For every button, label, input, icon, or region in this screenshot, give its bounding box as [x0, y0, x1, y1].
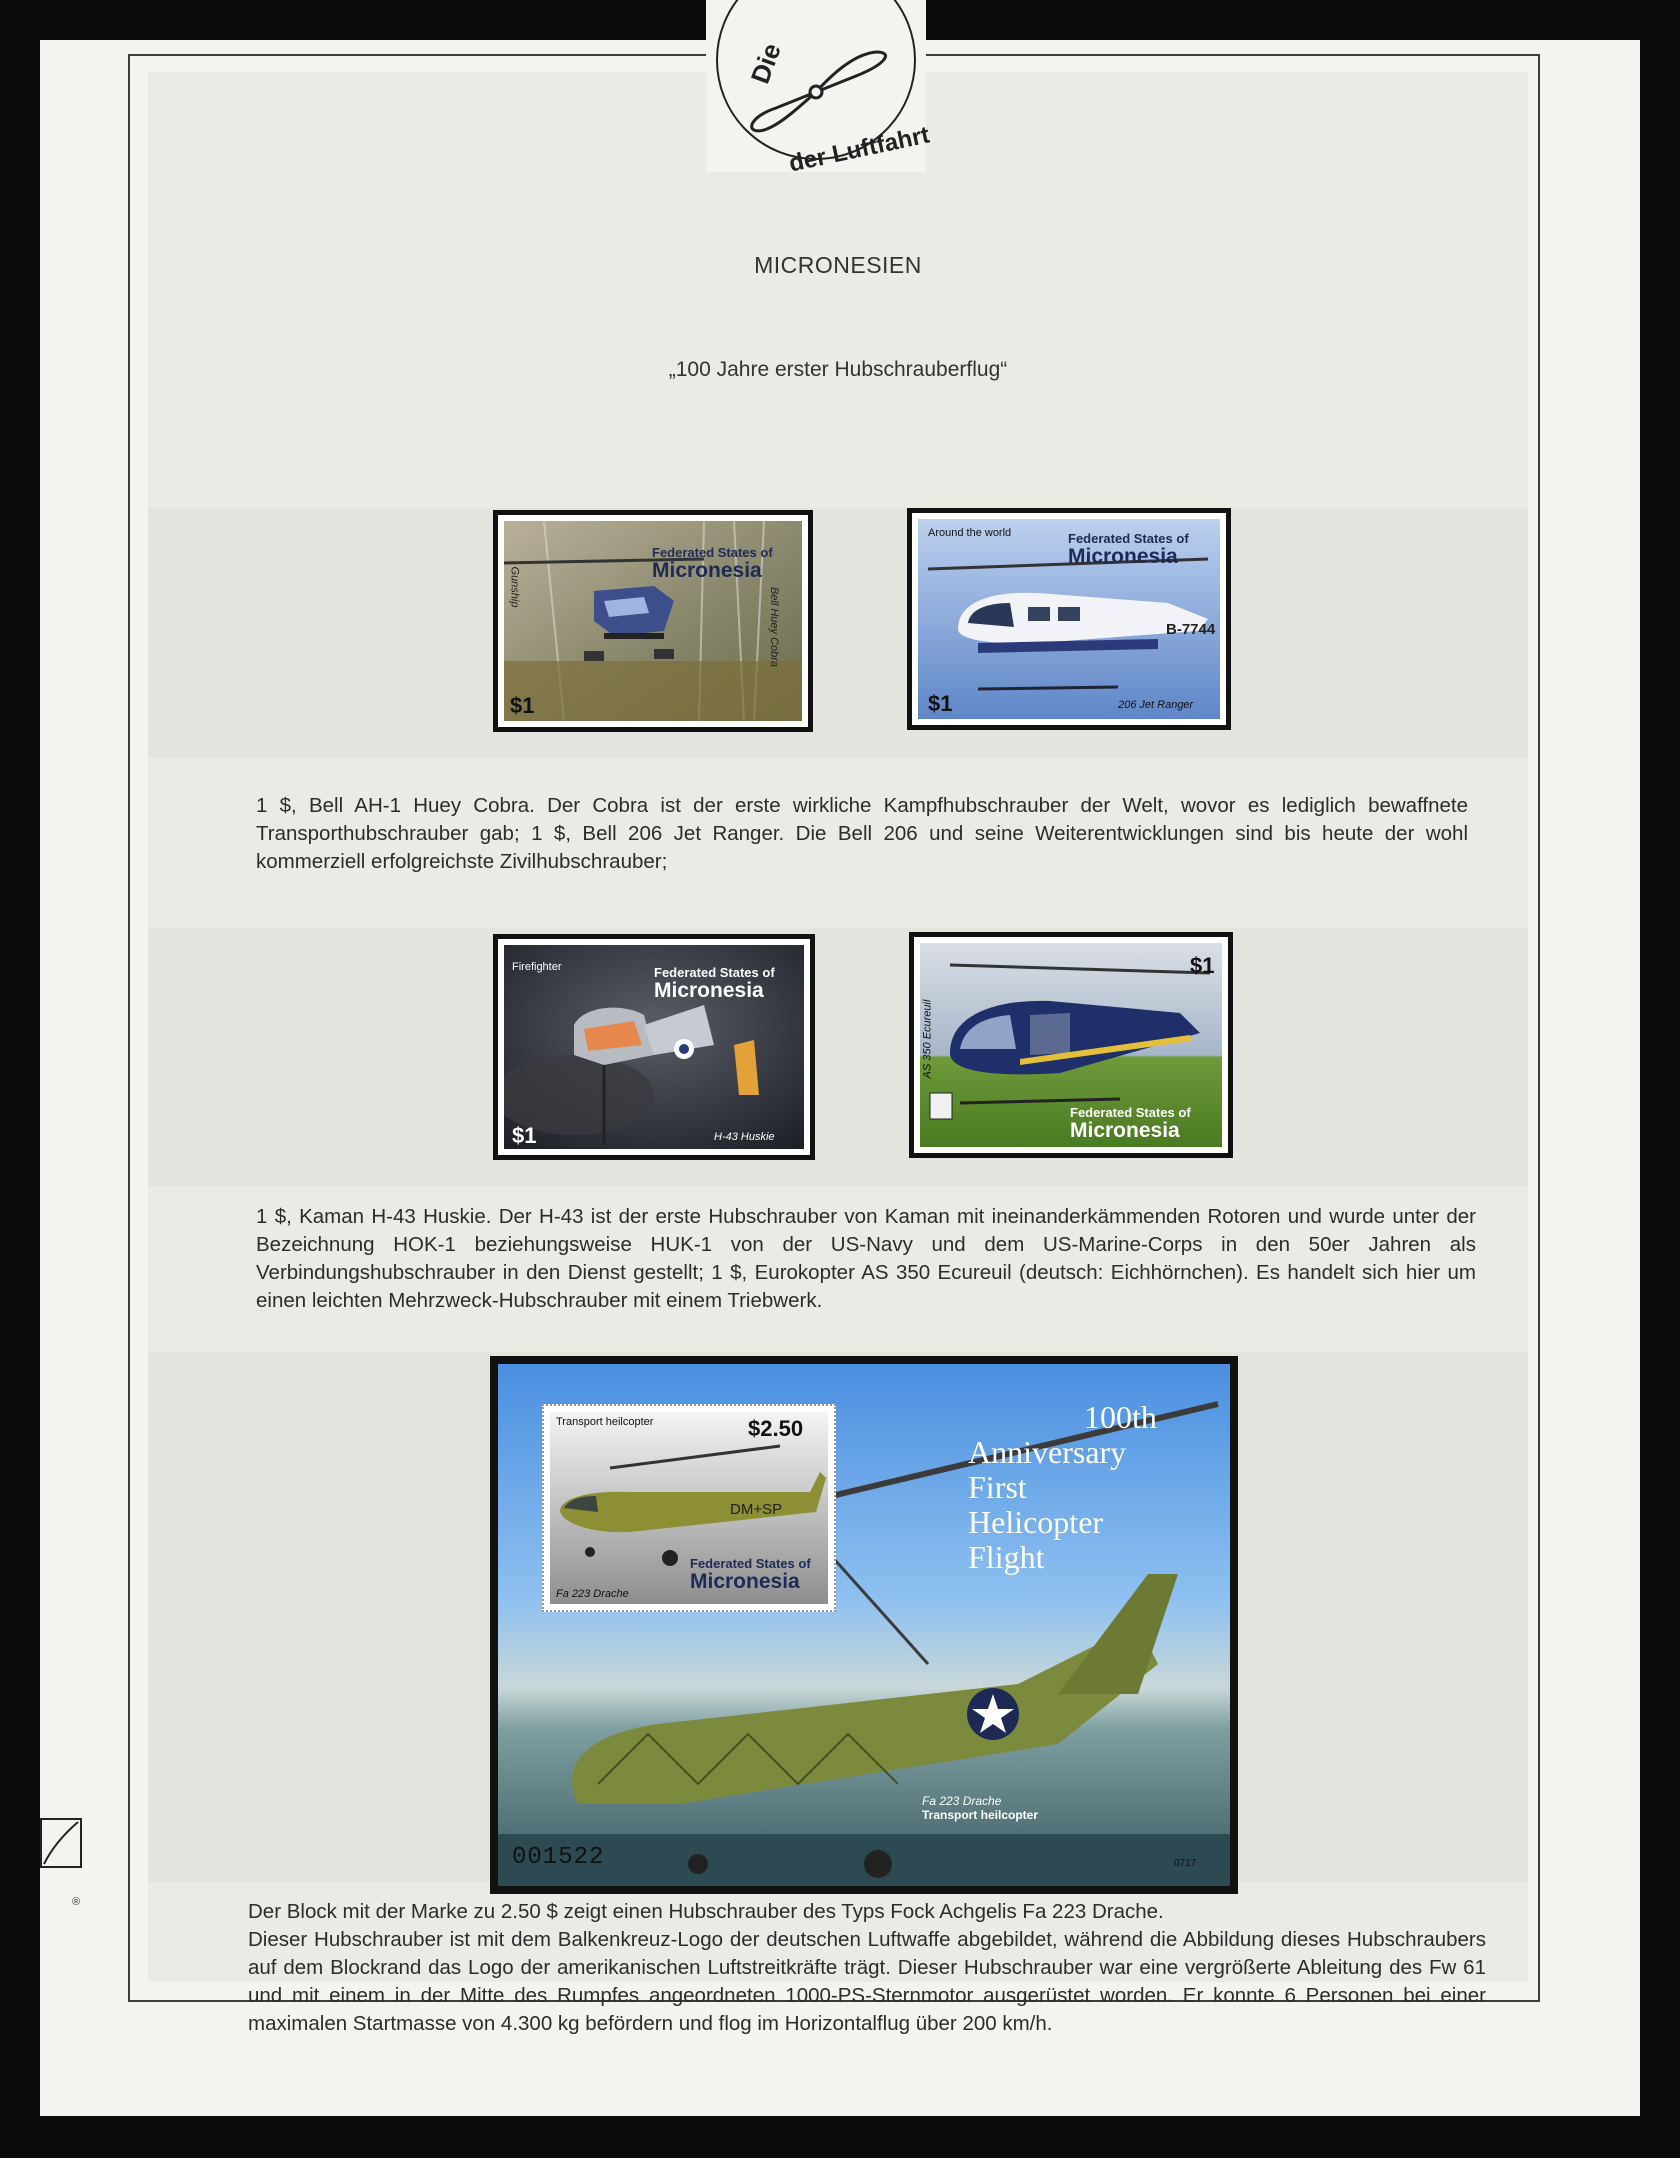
- stamp-value: $1: [928, 691, 953, 716]
- stamp-country-small: Federated States of: [1070, 1105, 1191, 1120]
- description-2: 1 $, Kaman H-43 Huskie. Der H-43 ist der erste Hubschrauber von Kaman mit ineinanderkämmenden Rotoren und wurde unter der Bezeichnung HOK-1 beziehungsweise HUK-1 von der US-Navy und dem US-Marine-Corps in den 50er Jahren als Verbindungshubschrauber in den Dienst gestellt; 1 $, Eurokopter AS 350 Ecureuil (deutsch: Eichhörnchen). Es handelt sich hier um einen leichten Mehrzweck-Hubschrauber mit einem Triebwerk.: [256, 1205, 1476, 1312]
- headline-line: 100th: [1084, 1399, 1157, 1435]
- logo-bottom-text: der Luftfahrt: [786, 121, 932, 178]
- stamp-country: Micronesia: [1068, 545, 1178, 568]
- stamp-ecureuil: [909, 932, 1233, 1158]
- souvenir-sheet: [490, 1356, 1238, 1894]
- stamp-caption-top: Around the world: [928, 527, 1012, 539]
- stamp-side-right: Bell Huey Cobra: [768, 586, 781, 668]
- stamp-caption-top: Firefighter: [512, 961, 562, 973]
- stamp-huey-cobra: [493, 510, 813, 732]
- inner-country: Micronesia: [690, 1570, 800, 1593]
- inner-name: Fa 223 Drache: [556, 1588, 629, 1600]
- stamp-side-left: AS 350 Ecureuil: [921, 999, 934, 1079]
- sheet-headline: [968, 1400, 1208, 1575]
- stamp-strip-2: [148, 928, 1528, 1186]
- stamp-country-small: Federated States of: [652, 545, 773, 560]
- sheet-code: 0717: [1174, 1858, 1197, 1869]
- stamp-country-small: Federated States of: [654, 965, 775, 980]
- inner-marking: DM+SP: [730, 1501, 783, 1518]
- logo-top-text: Die: [744, 39, 787, 88]
- stamp-h43-huskie: [493, 934, 815, 1160]
- album-logo: [706, 0, 932, 178]
- headline-line: Flight: [968, 1539, 1045, 1575]
- stamp-name: 206 Jet Ranger: [1118, 699, 1194, 711]
- stamp-value: $1: [510, 693, 535, 718]
- inner-caption-top: Transport heilcopter: [556, 1416, 654, 1428]
- publisher-mark-icon: [42, 1820, 80, 1866]
- sheet-serial: 001522: [512, 1844, 605, 1871]
- stamp-country-small: Federated States of: [1068, 531, 1189, 546]
- headline-line: Helicopter: [968, 1504, 1104, 1540]
- stamp-country: Micronesia: [654, 979, 764, 1002]
- stamp-name: H-43 Huskie: [714, 1131, 775, 1143]
- stamp-strip-1: [148, 508, 1528, 758]
- stamp-value: $1: [1190, 953, 1215, 978]
- page-subtitle: „100 Jahre erster Hubschrauberflug“: [668, 358, 1008, 381]
- page-title: MICRONESIEN: [754, 252, 922, 278]
- sheet-caption-1: Fa 223 Drache: [922, 1794, 1002, 1808]
- headline-line: First: [968, 1469, 1027, 1505]
- stamp-side-left: Gunship: [508, 566, 521, 608]
- description-3: Der Block mit der Marke zu 2.50 $ zeigt einen Hubschrauber des Typs Fock Achgelis Fa 223 Drache. Dieser Hubschrauber ist mit dem Balkenkreuz-Logo der deutschen Luftwaffe abgebildet, während die Abbildung dieses Hubschraubers auf dem Blockrand das Logo der amerikanischen Luftstreitkräfte trägt. Dieser Hubschrauber war eine vergrößerte Ableitung des Fw 61 und mit einem in der Mitte des Rumpfes angeordneten 1000-PS-Sternmotor ausgerüstet worden. Er konnte 6 Personen bei einer maximalen Startmasse von 4.300 kg befördern und flog im Horizontalflug über 200 km/h.: [248, 1900, 1486, 2035]
- inner-country-small: Federated States of: [690, 1556, 811, 1571]
- stamp-registration: B-7744: [1166, 621, 1216, 638]
- stamp-country: Micronesia: [1070, 1119, 1180, 1142]
- sheet-caption-2: Transport heilcopter: [922, 1808, 1039, 1822]
- headline-line: Anniversary: [968, 1434, 1127, 1470]
- description-1: 1 $, Bell AH-1 Huey Cobra. Der Cobra ist der erste wirkliche Kampfhubschrauber der Welt, wovor es lediglich bewaffnete Transporthubschrauber gab; 1 $, Bell 206 Jet Ranger. Die Bell 206 und seine Weiterentwicklungen sind bis heute der wohl kommerziell erfolgreichste Zivilhubschrauber;: [256, 794, 1468, 873]
- stamp-jet-ranger: [907, 508, 1231, 730]
- stamp-country: Micronesia: [652, 559, 762, 582]
- inner-stamp: [542, 1404, 836, 1612]
- trademark-symbol: ®: [72, 1896, 81, 1908]
- publisher-mark: [40, 1818, 82, 1868]
- stamp-value: $1: [512, 1123, 537, 1148]
- inner-value: $2.50: [748, 1416, 804, 1441]
